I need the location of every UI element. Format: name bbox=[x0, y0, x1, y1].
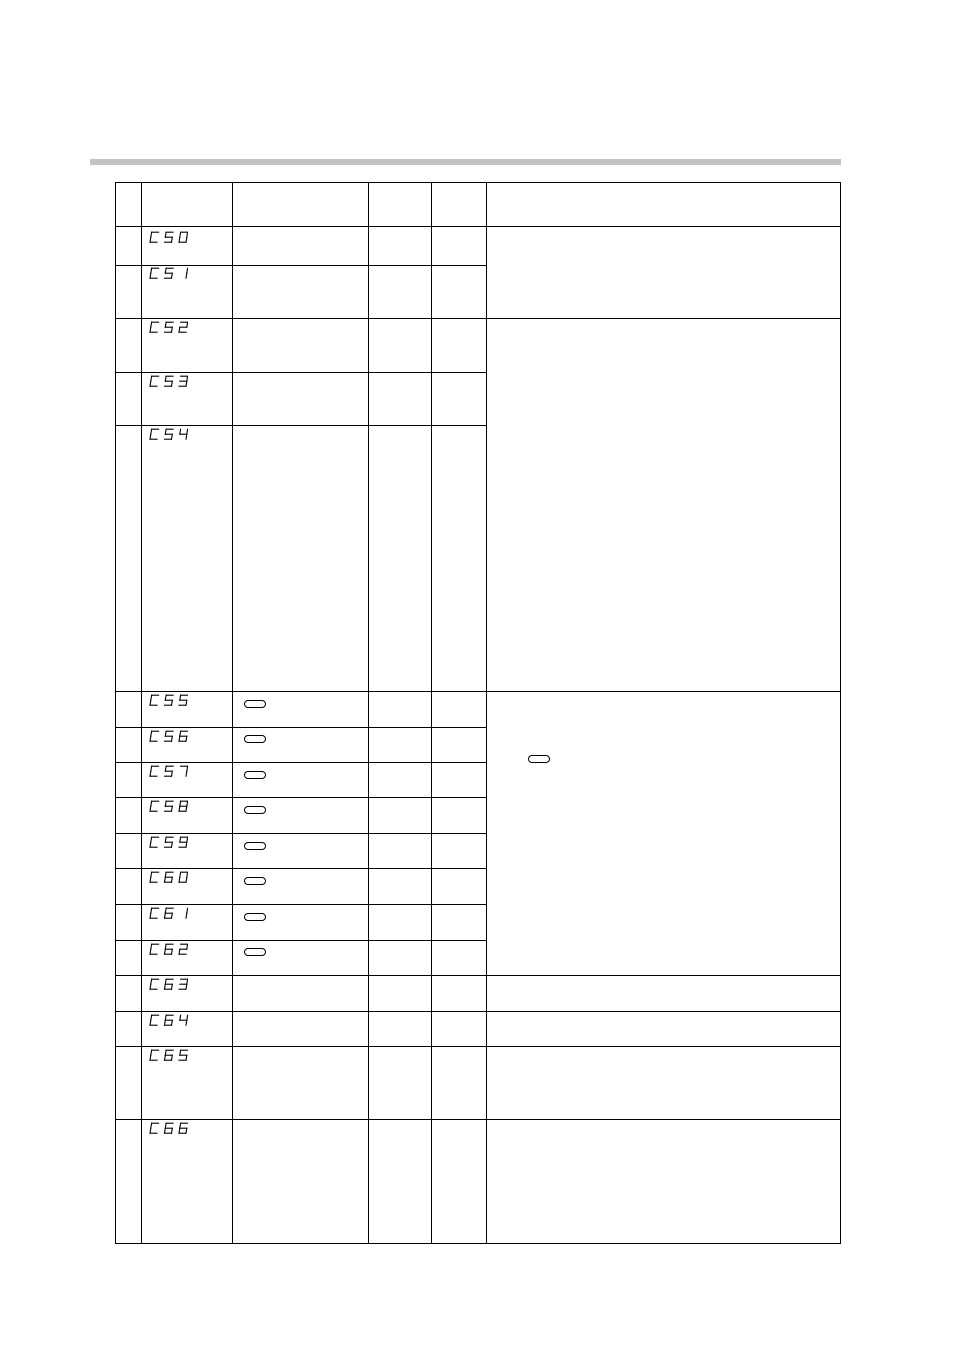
key-icon bbox=[244, 877, 266, 885]
row-divider bbox=[116, 797, 486, 798]
code-display bbox=[148, 730, 188, 744]
code-display bbox=[148, 907, 188, 921]
column-divider bbox=[141, 183, 142, 1243]
code-display bbox=[148, 978, 188, 992]
code-display bbox=[148, 267, 188, 281]
row-divider bbox=[116, 904, 486, 905]
row-divider bbox=[116, 265, 486, 266]
key-icon bbox=[244, 948, 266, 956]
code-display bbox=[148, 321, 188, 335]
key-icon bbox=[244, 700, 266, 708]
code-display bbox=[148, 1122, 188, 1136]
code-display bbox=[148, 800, 188, 814]
key-icon bbox=[244, 735, 266, 743]
row-divider bbox=[116, 833, 486, 834]
key-icon bbox=[244, 771, 266, 779]
code-display bbox=[148, 231, 188, 245]
code-display bbox=[148, 836, 188, 850]
code-display bbox=[148, 428, 188, 442]
key-icon bbox=[244, 806, 266, 814]
key-icon bbox=[528, 755, 550, 763]
code-display bbox=[148, 1014, 188, 1028]
column-divider bbox=[368, 183, 369, 1243]
row-divider bbox=[116, 425, 486, 426]
code-display bbox=[148, 765, 188, 779]
setup-code-table bbox=[115, 182, 841, 1244]
header-rule bbox=[90, 159, 841, 165]
code-display bbox=[148, 694, 188, 708]
header-divider bbox=[116, 226, 840, 227]
row-divider bbox=[116, 1119, 840, 1120]
code-display bbox=[148, 943, 188, 957]
row-divider bbox=[116, 940, 486, 941]
column-divider bbox=[486, 183, 487, 1243]
row-divider bbox=[116, 727, 486, 728]
row-divider bbox=[116, 1011, 840, 1012]
key-icon bbox=[244, 913, 266, 921]
row-divider bbox=[116, 868, 486, 869]
row-divider bbox=[116, 975, 840, 976]
column-divider bbox=[431, 183, 432, 1243]
code-display bbox=[148, 375, 188, 389]
row-divider bbox=[116, 1046, 840, 1047]
column-divider bbox=[232, 183, 233, 1243]
key-icon bbox=[244, 842, 266, 850]
code-display bbox=[148, 871, 188, 885]
row-divider bbox=[116, 691, 840, 692]
row-divider bbox=[116, 372, 486, 373]
row-divider bbox=[116, 318, 840, 319]
row-divider bbox=[116, 762, 486, 763]
code-display bbox=[148, 1049, 188, 1063]
